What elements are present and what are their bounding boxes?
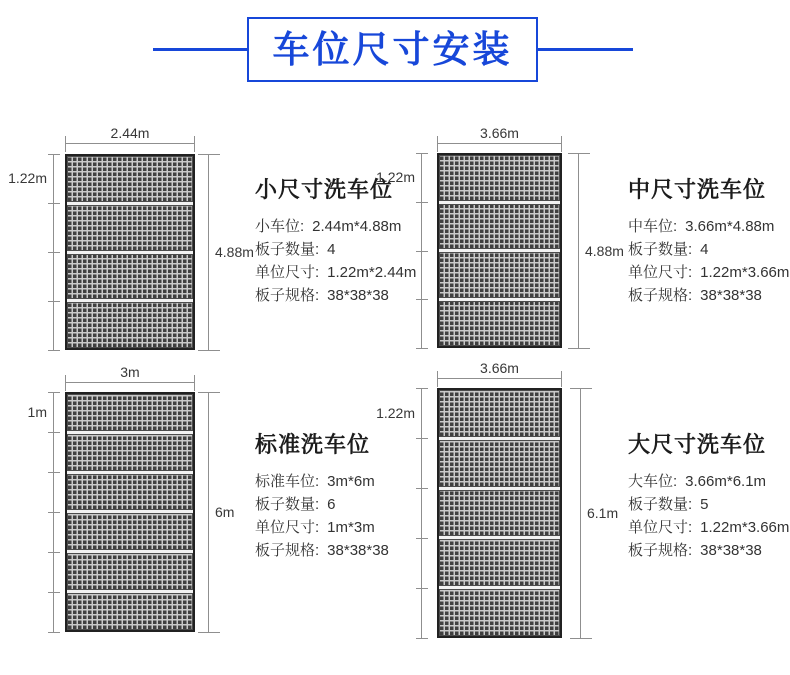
spec-row — [255, 516, 389, 539]
spec-value: 38*38*38 — [700, 542, 762, 559]
spec-label: 标准车位: — [255, 473, 320, 490]
spec-value: 38*38*38 — [700, 287, 762, 304]
grate-grid — [65, 154, 195, 350]
grate-board — [439, 390, 560, 437]
spec-label: 单位尺寸: — [628, 519, 693, 536]
dimension-line-total-height — [208, 392, 235, 632]
spec-row — [628, 284, 789, 307]
dimension-line-total-height — [580, 388, 619, 638]
grate-board — [439, 252, 560, 298]
dimension-tick — [48, 154, 60, 155]
banner-left-line — [153, 48, 247, 51]
spec-row — [628, 238, 789, 261]
grate-board — [439, 301, 560, 347]
unit-height-dim-label: 1.22m — [376, 169, 415, 185]
dimension-tick — [416, 251, 428, 252]
total-height-dim-label: 6m — [215, 504, 235, 520]
dimension-tick — [48, 203, 60, 204]
spec-value: 4 — [700, 241, 709, 258]
spec-row — [628, 516, 789, 539]
dimension-line-unit-height — [8, 154, 54, 350]
dimension-line-unit-height — [376, 388, 422, 638]
dimension-tick — [416, 388, 428, 389]
spec-value: 2.44m*4.88m — [312, 218, 402, 235]
spec-value: 4 — [327, 241, 336, 258]
dimension-tick — [48, 472, 60, 473]
spec-value: 3.66m*6.1m — [685, 473, 767, 490]
title-box — [247, 17, 538, 82]
spec-row — [255, 284, 416, 307]
dimension-tick — [416, 588, 428, 589]
dimension-tick — [48, 350, 60, 351]
grate-board — [439, 589, 560, 636]
spec-row — [255, 539, 389, 562]
spec-value: 5 — [700, 496, 709, 513]
grate-board — [67, 513, 193, 550]
panel-title: 小尺寸洗车位 — [255, 177, 394, 202]
panel-info — [628, 431, 789, 562]
spec-label: 板子规格: — [255, 542, 320, 559]
dimension-tick — [48, 432, 60, 433]
grate-board — [439, 155, 560, 201]
grate-board — [439, 440, 560, 487]
spec-row — [255, 470, 389, 493]
panel-title: 大尺寸洗车位 — [628, 432, 767, 457]
spec-value: 38*38*38 — [327, 542, 389, 559]
dimension-tick — [416, 153, 428, 154]
spec-value: 1.22m*3.66m — [700, 264, 790, 281]
panel-info — [628, 176, 789, 307]
dimension-tick — [416, 438, 428, 439]
total-height-dim-label: 4.88m — [215, 244, 254, 260]
dimension-tick — [416, 538, 428, 539]
spec-label: 单位尺寸: — [255, 264, 320, 281]
dimension-tick — [416, 638, 428, 639]
grate-grid — [437, 388, 562, 638]
page-title: 车位尺寸安装 — [272, 29, 513, 70]
spec-label: 板子规格: — [628, 287, 693, 304]
panel-title: 中尺寸洗车位 — [628, 177, 767, 202]
spec-row — [255, 238, 416, 261]
dimension-line-unit-height — [376, 153, 422, 348]
unit-height-dim-label: 1m — [27, 404, 47, 420]
spec-label: 板子规格: — [255, 287, 320, 304]
panel-info — [255, 176, 416, 307]
dimension-line-width — [65, 364, 195, 383]
spec-label: 板子数量: — [255, 241, 320, 258]
grate-board — [67, 302, 193, 348]
grate-grid — [437, 153, 562, 348]
dimension-line-width — [437, 360, 562, 379]
spec-row — [255, 493, 389, 516]
spec-row — [628, 539, 789, 562]
width-dim-label: 3.66m — [480, 125, 519, 141]
dimension-line-width — [437, 125, 562, 144]
dimension-tick — [48, 592, 60, 593]
panel-info — [255, 431, 389, 562]
spec-value: 38*38*38 — [327, 287, 389, 304]
grate-board — [67, 205, 193, 251]
spec-row — [255, 261, 416, 284]
spec-value: 3.66m*4.88m — [685, 218, 775, 235]
dimension-tick — [48, 552, 60, 553]
spec-value: 1m*3m — [327, 519, 375, 536]
panel-title: 标准洗车位 — [255, 432, 371, 457]
dimension-tick — [416, 202, 428, 203]
spec-label: 大车位: — [628, 473, 678, 490]
total-height-dim-label: 6.1m — [587, 505, 619, 521]
spec-label: 板子数量: — [628, 496, 693, 513]
grate-board — [67, 474, 193, 511]
dimension-tick — [48, 252, 60, 253]
grate-board — [439, 204, 560, 250]
grate-board — [67, 434, 193, 471]
spec-label: 板子数量: — [628, 241, 693, 258]
banner-right-line — [538, 48, 633, 51]
spec-label: 板子数量: — [255, 496, 320, 513]
width-dim-label: 3m — [120, 364, 140, 380]
dimension-line-unit-height — [27, 392, 54, 632]
spec-row — [628, 215, 789, 238]
spec-value: 6 — [327, 496, 336, 513]
dimension-tick — [416, 299, 428, 300]
spec-row — [628, 470, 789, 493]
grate-board — [67, 394, 193, 431]
width-dim-label: 3.66m — [480, 360, 519, 376]
spec-label: 中车位: — [628, 218, 678, 235]
spec-label: 小车位: — [255, 218, 305, 235]
total-height-dim-label: 4.88m — [585, 242, 624, 259]
grate-board — [67, 593, 193, 630]
dimension-line-total-height — [208, 154, 254, 350]
dimension-tick — [416, 348, 428, 349]
grate-board — [439, 490, 560, 537]
spec-value: 3m*6m — [327, 473, 375, 490]
dimension-tick — [48, 392, 60, 393]
grate-board — [67, 553, 193, 590]
spec-row — [628, 261, 789, 284]
spec-row — [628, 493, 789, 516]
dimension-line-width — [65, 125, 195, 144]
grate-board — [439, 539, 560, 586]
grate-board — [67, 254, 193, 300]
spec-value: 1.22m*3.66m — [700, 519, 790, 536]
spec-value: 1.22m*2.44m — [327, 264, 417, 281]
spec-label: 板子规格: — [628, 542, 693, 559]
unit-height-dim-label: 1.22m — [8, 170, 47, 186]
spec-row — [255, 215, 416, 238]
dimension-line-total-height — [578, 153, 624, 348]
grate-board — [67, 156, 193, 202]
spec-label: 单位尺寸: — [255, 519, 320, 536]
unit-height-dim-label: 1.22m — [376, 405, 415, 421]
dimension-tick — [48, 301, 60, 302]
dimension-tick — [48, 512, 60, 513]
spec-label: 单位尺寸: — [628, 264, 693, 281]
grate-grid — [65, 392, 195, 632]
dimension-tick — [416, 488, 428, 489]
dimension-tick — [48, 632, 60, 633]
width-dim-label: 2.44m — [110, 125, 150, 141]
